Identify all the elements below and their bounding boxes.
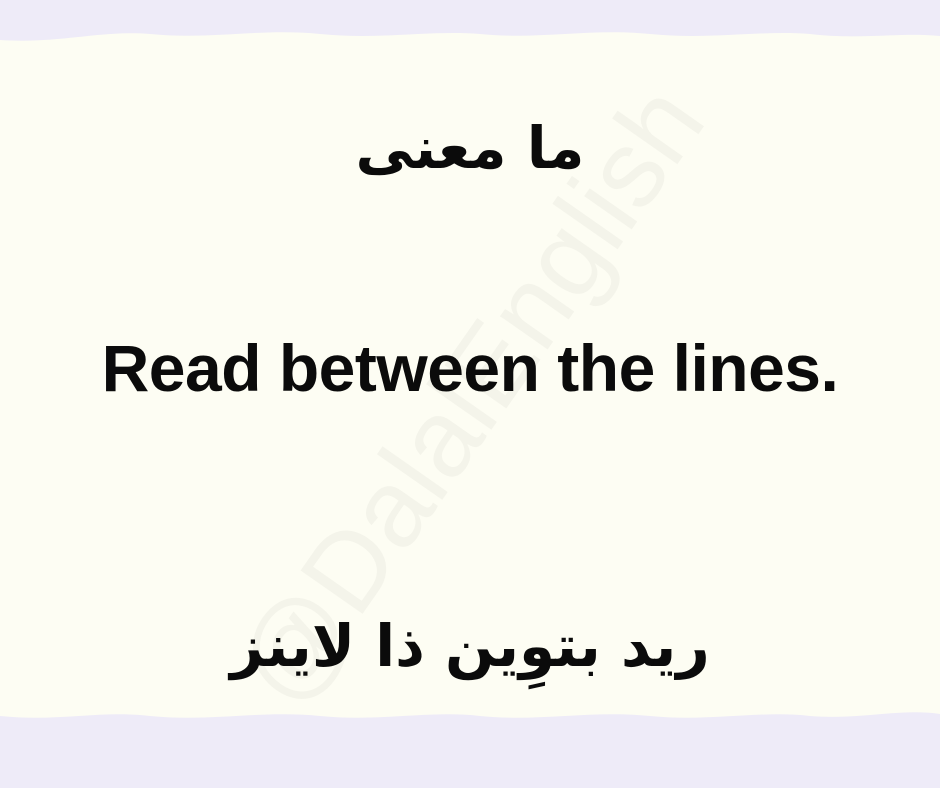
arabic-transliteration: ريد بتوِين ذا لاينز xyxy=(230,612,710,680)
english-phrase: Read between the lines. xyxy=(101,331,839,405)
question-heading: ما معنى xyxy=(355,114,585,182)
